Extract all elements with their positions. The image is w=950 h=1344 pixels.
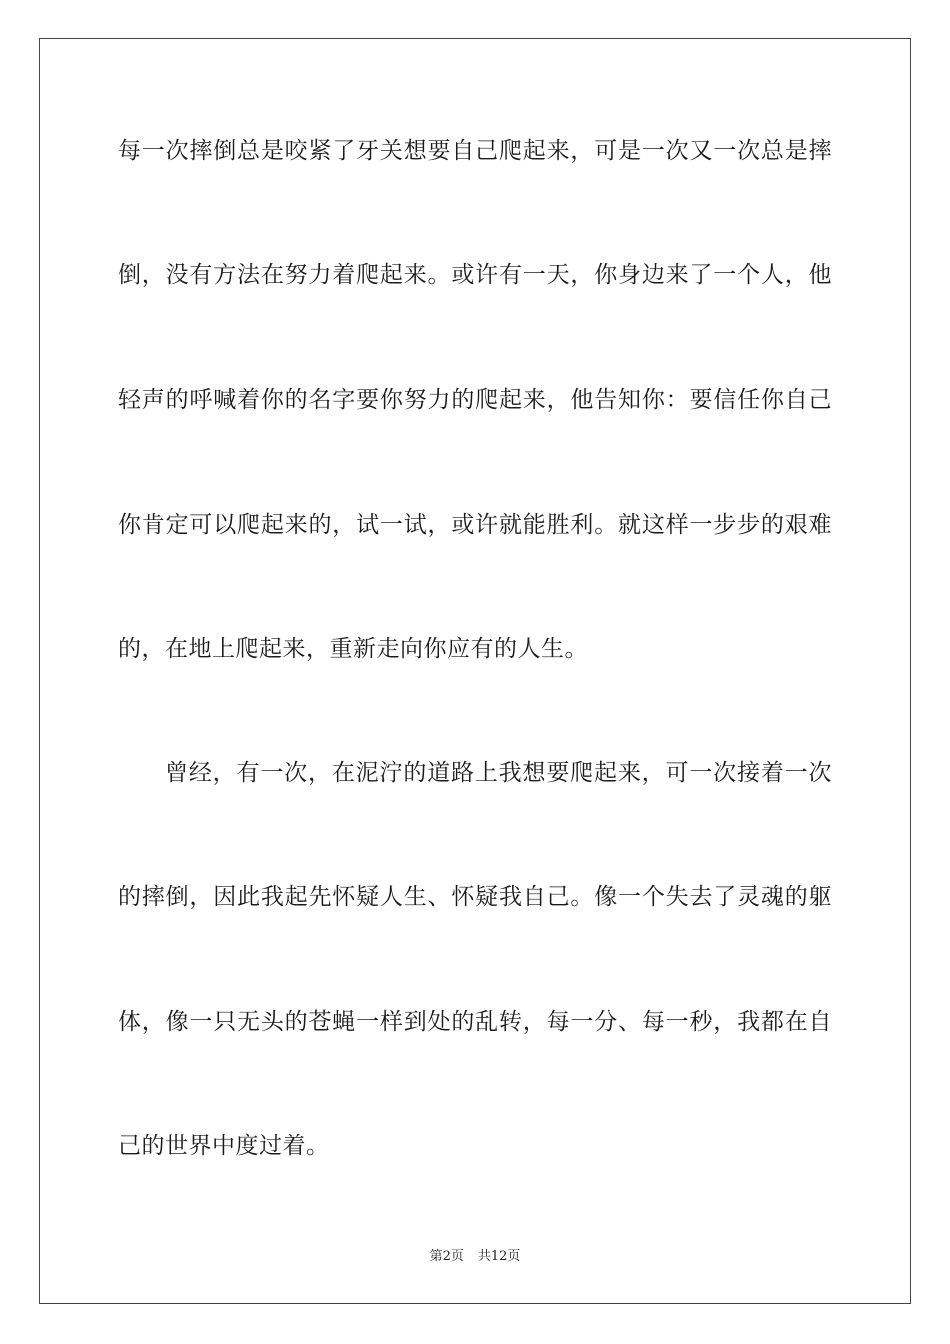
paragraph-line-8: 体，像一只无头的苍蝇一样到处的乱转，每一分、每一秒，我都在自 <box>118 1009 832 1035</box>
page-total: 共12页 <box>477 1249 521 1264</box>
page-frame <box>39 38 911 1304</box>
page-footer <box>0 1248 950 1266</box>
paragraph-line-6: 曾经，有一次，在泥泞的道路上我想要爬起来，可一次接着一次 <box>165 760 832 786</box>
paragraph-line-7: 的摔倒，因此我起先怀疑人生、怀疑我自己。像一个失去了灵魂的躯 <box>118 884 832 910</box>
paragraph-line-9: 己的世界中度过着。 <box>118 1133 330 1159</box>
page-number: 第2页 <box>429 1249 464 1264</box>
paragraph-line-4: 你肯定可以爬起来的，试一试，或许就能胜利。就这样一步步的艰难 <box>118 512 832 538</box>
paragraph-line-3: 轻声的呼喊着你的名字要你努力的爬起来，他告知你：要信任你自己 <box>118 387 832 413</box>
paragraph-line-2: 倒，没有方法在努力着爬起来。或许有一天，你身边来了一个人，他 <box>118 262 832 288</box>
paragraph-line-1: 每一次摔倒总是咬紧了牙关想要自己爬起来，可是一次又一次总是摔 <box>118 138 832 164</box>
paragraph-line-5: 的，在地上爬起来，重新走向你应有的人生。 <box>118 636 588 662</box>
